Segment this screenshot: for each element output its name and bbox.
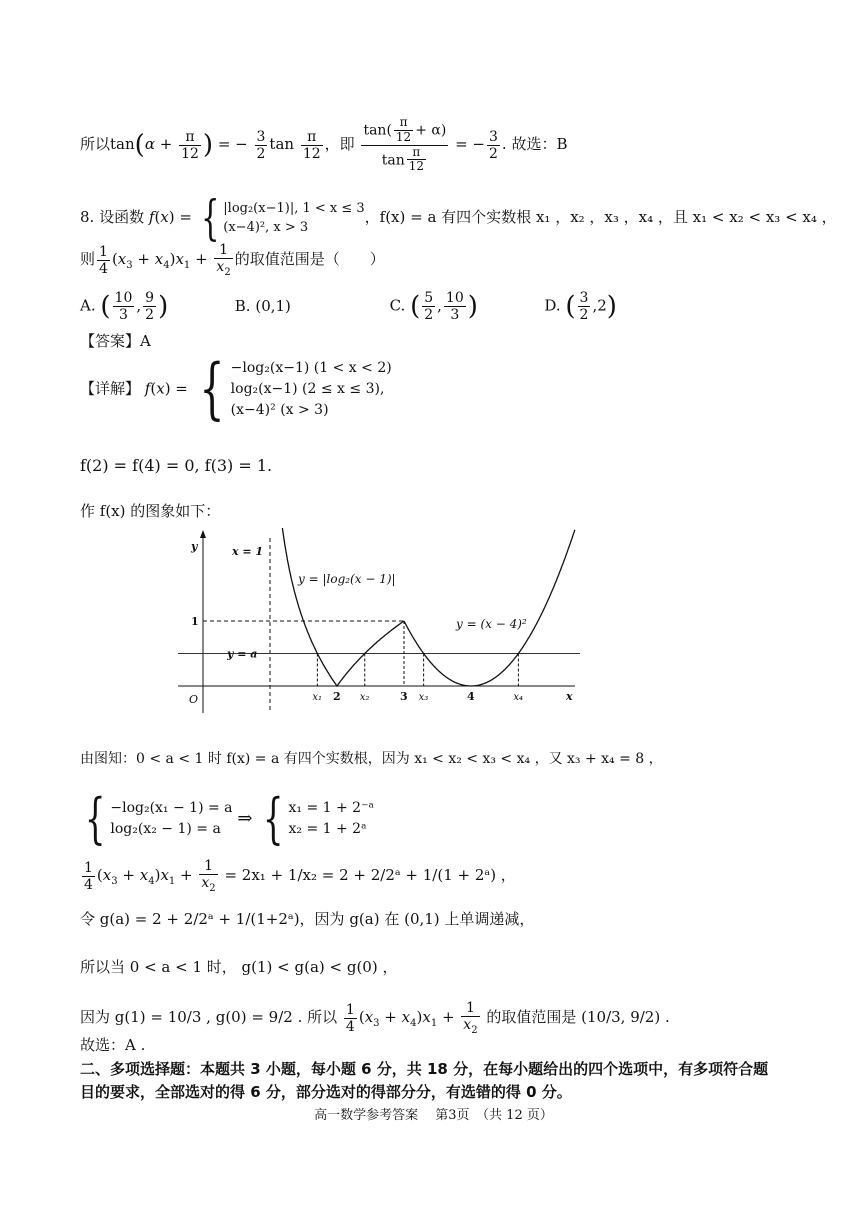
label-x2: x₂ — [359, 692, 370, 703]
option-b: B. (0,1) — [234, 296, 291, 315]
y-axis-arrow — [200, 530, 206, 538]
section-2-heading: 二、多项选择题：本题共 3 小题，每小题 6 分，共 18 分，在每小题给出的四个选项中，有多项符合题目的要求，全部选对的得 6 分，部分选对的得部分分，有选错的得 0 分。 — [80, 1060, 769, 1101]
label-x3: x₃ — [418, 692, 429, 703]
values-line: f(2) = f(4) = 0, f(3) = 1. — [80, 456, 273, 475]
system-equations: { −log₂(x₁ − 1) = a log₂(x₂ − 1) = a ⇒ { x₁ = 1 + 2⁻ᵃ x₂ = 1 + 2ᵃ — [84, 787, 374, 850]
function-graph — [170, 528, 590, 718]
so-line: 所以当 0 < a < 1 时， g(1) < g(a) < g(0) ， — [80, 958, 398, 976]
x-axis-label: x — [566, 690, 573, 703]
option-d: D. ( $\frac{3}{2}$ ,2) — [544, 290, 617, 324]
page-footer: 高一数学参考答案 第3页 （共 12 页） — [314, 1108, 553, 1123]
tick-4: 4 — [467, 690, 475, 703]
g-definition-line: 令 g(a) = 2 + 2/2ᵃ + 1/(1+2ᵃ)，因为 g(a) 在 (0,1) 上单调递减， — [80, 910, 535, 928]
choose-line: 故选：A . — [80, 1036, 146, 1054]
detail-piecewise: 【详解】 f(x) = { −log₂(x−1) (1 < x < 2) log₂(x−1) (2 ≤ x ≤ 3), (x−4)² (x > 3) — [80, 350, 392, 427]
y-axis-label: y — [191, 540, 198, 553]
question-8-definition: 8. 设函数 f(x) = { |log₂(x−1)|, 1 < x ≤ 3 (x−4)², x > 3 ，f(x) = a 有四个实数根 x₁ ，x₂ ，x₃ ，x₄ ，且 x₁ < x₂ < x₃ < x₄ ， — [80, 190, 837, 246]
label-y-1: 1 — [191, 615, 199, 628]
tick-2: 2 — [333, 690, 341, 703]
because-line: 因为 g(1) = 10/3 , g(0) = 9/2 . 所以 $\frac{1}{4}$ $(x_3 + x_4)x_1$ + $\frac{1}{x_2}$ 的取值范围是 (10/3, 9/2) . — [80, 1000, 670, 1036]
from-graph-line: 由图知：0 < a < 1 时 f(x) = a 有四个实数根，因为 x₁ < x₂ < x₃ < x₄ ，又 x₃ + x₄ = 8 ， — [80, 751, 663, 767]
label-x4: x₄ — [513, 692, 524, 703]
option-c: C. ( $\frac{5}{2}$ , $\frac{10}{3}$ ) — [389, 290, 478, 324]
tan-result-line: 所以tan(α + $\frac{\pi}{12}$ ) = − $\frac{3}{2}$ tan $\frac{\pi}{12}$ ，即 tan( $\frac{\pi}{12}$ + α) tan $\frac{\pi}{12}$ = − $\frac{3}{2}$ . 故选：B — [80, 115, 568, 174]
origin-label: O — [189, 693, 199, 706]
label-x1: x₁ — [312, 692, 323, 703]
question-8-ask: 则 $\frac{1}{4}$ $(x_3 + x_4)x_1$ + $\frac{1}{x_2}$ 的取值范围是（ ） — [80, 242, 385, 278]
question-8-options — [80, 290, 694, 323]
answer: 【答案】A — [80, 332, 151, 350]
label-log-curve: y = |log₂(x − 1)| — [298, 572, 396, 586]
label-parabola: y = (x − 4)² — [456, 617, 527, 631]
label-y-eq-a: y = a — [227, 647, 258, 661]
curve-abs-log — [282, 528, 404, 686]
graph-intro: 作 f(x) 的图象如下： — [80, 502, 221, 520]
option-a: A. ( $\frac{10}{3}$ , $\frac{9}{2}$ ) — [80, 290, 169, 324]
expression-line: $\frac{1}{4}$ $(x_3 + x_4)x_1$ + $\frac{1}{x_2}$ = 2x₁ + 1/x₂ = 2 + 2/2ᵃ + 1/(1 + 2ᵃ) ， — [84, 858, 516, 894]
label-x-eq-1: x = 1 — [232, 545, 264, 558]
tick-3: 3 — [400, 690, 408, 703]
curve-parabola — [404, 530, 575, 686]
